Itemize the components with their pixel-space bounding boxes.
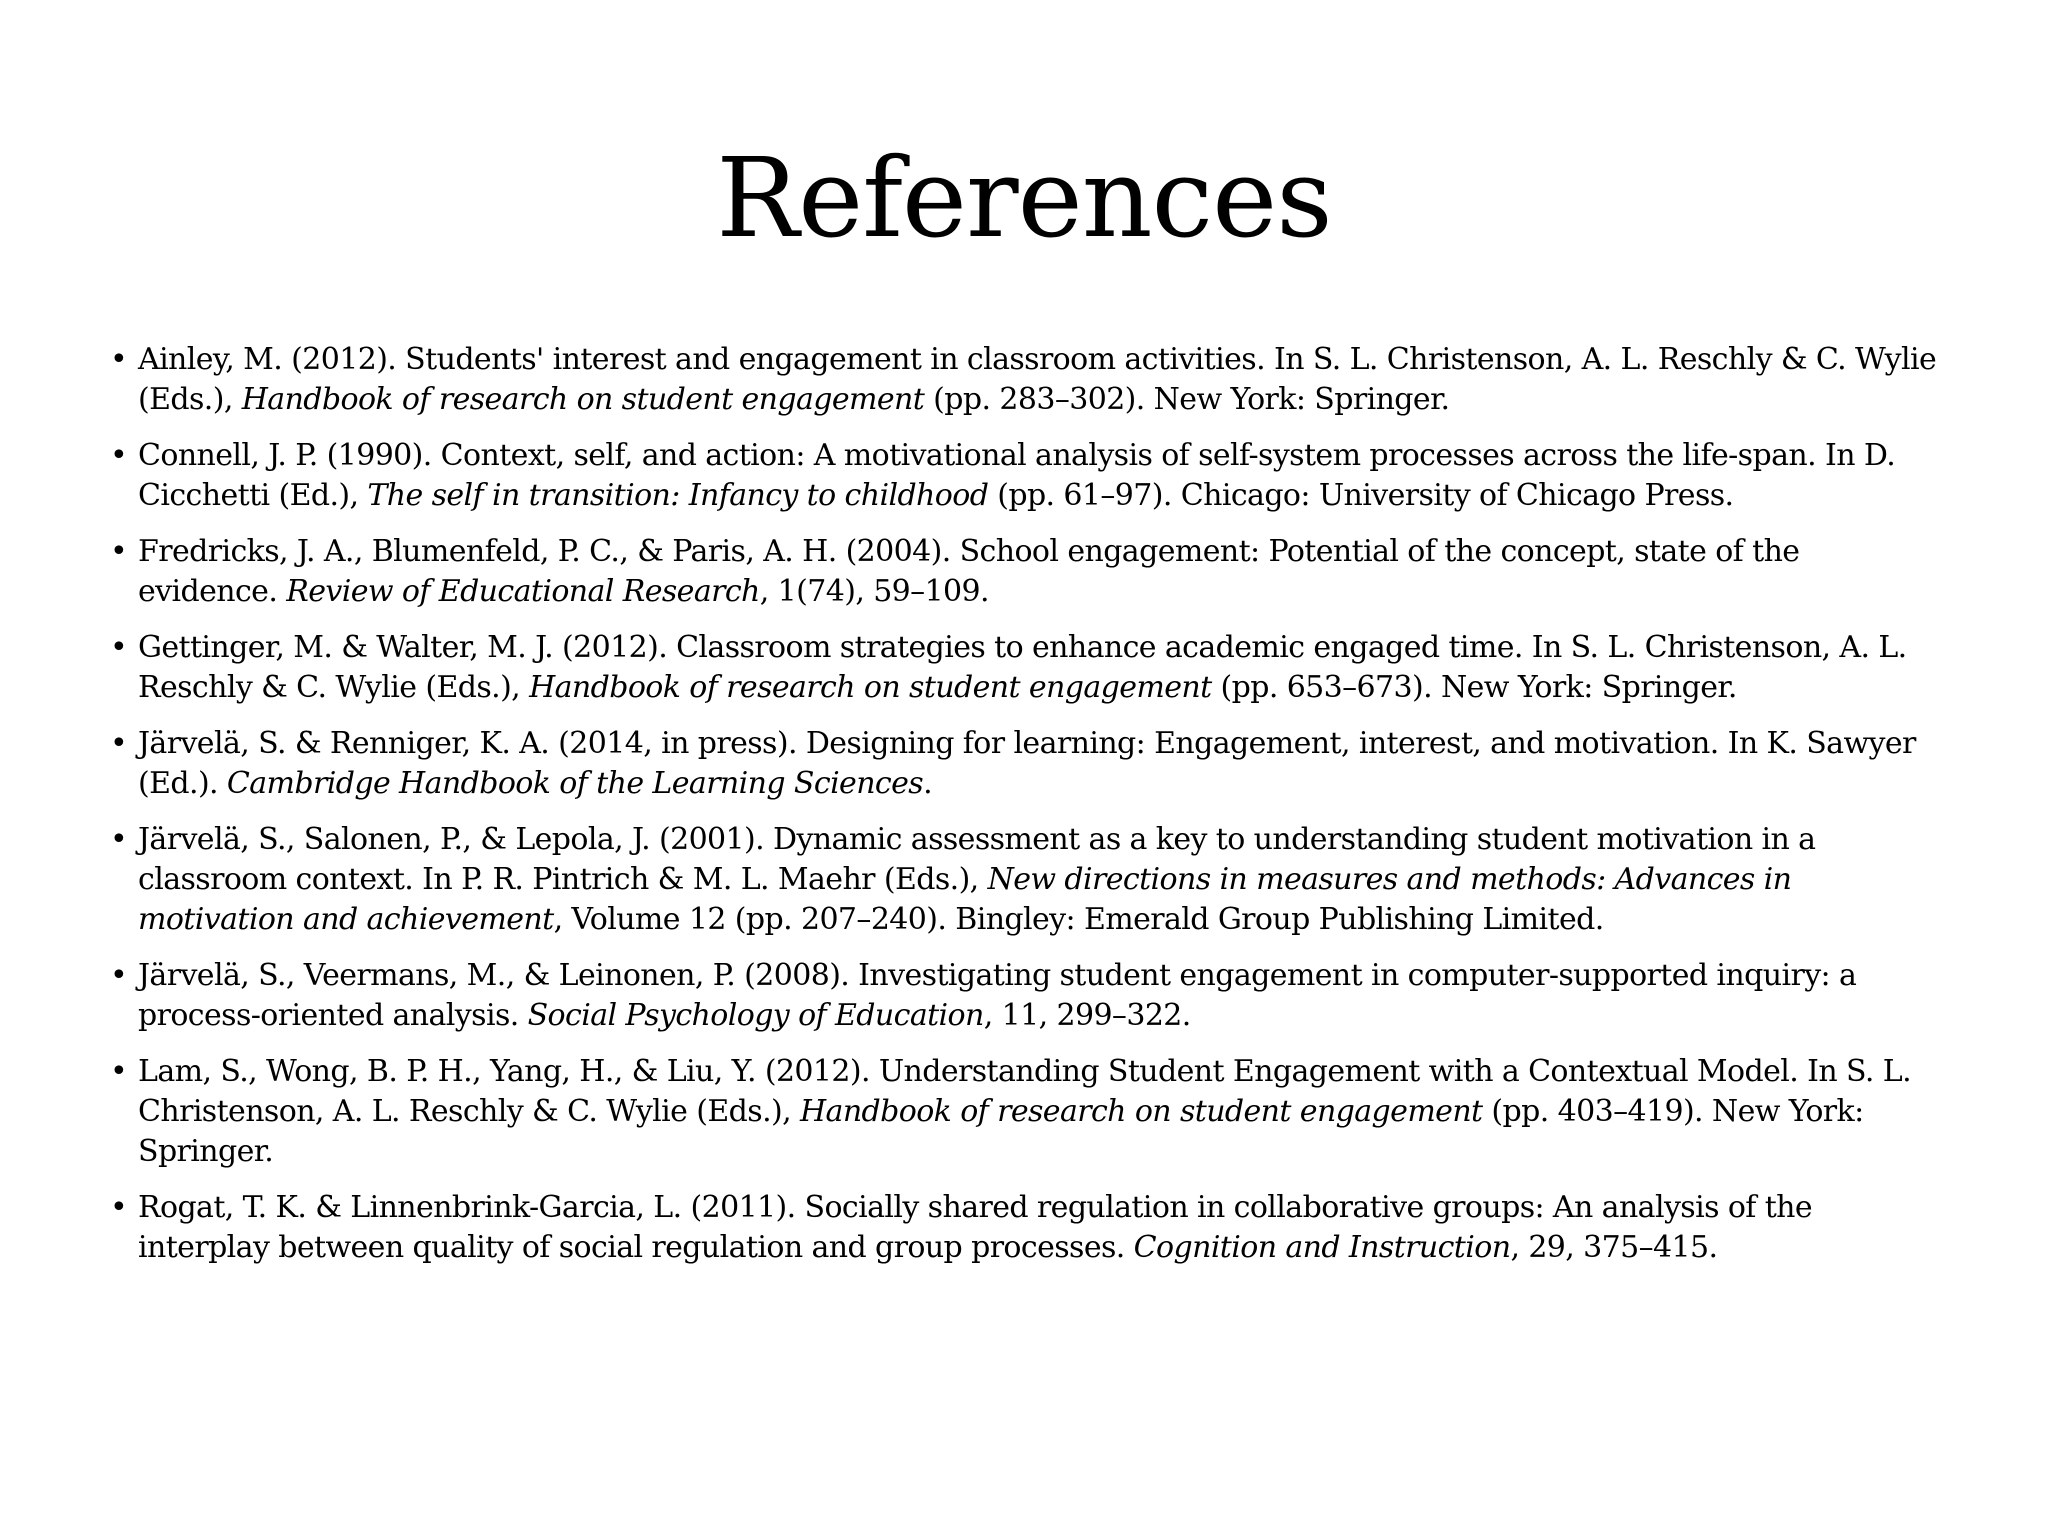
reference-text bbox=[138, 1054, 1911, 1169]
reference-text bbox=[138, 534, 1799, 609]
reference-source: Handbook of research on student engagement bbox=[241, 382, 925, 417]
bullet-icon: • bbox=[110, 342, 128, 377]
reference-details: , 1(74), 59–109. bbox=[759, 574, 989, 609]
reference-list bbox=[110, 340, 1940, 1284]
reference-details: (pp. 283–302). New York: Springer. bbox=[924, 382, 1450, 417]
bullet-icon: • bbox=[110, 958, 128, 993]
reference-details: (pp. 403–419). New York: Springer. bbox=[138, 1094, 1864, 1169]
reference-text bbox=[138, 342, 1936, 417]
reference-details: , Volume 12 (pp. 207–240). Bingley: Emerald Group Publishing Limited. bbox=[553, 902, 1604, 937]
reference-source: Handbook of research on student engagement bbox=[529, 670, 1212, 705]
reference-text bbox=[138, 630, 1907, 705]
bullet-icon: • bbox=[110, 534, 128, 569]
reference-source: Cambridge Handbook of the Learning Sciences bbox=[226, 766, 924, 801]
reference-details: , 29, 375–415. bbox=[1510, 1230, 1718, 1265]
reference-text bbox=[138, 438, 1895, 513]
reference-source: The self in transition: Infancy to childhood bbox=[367, 478, 989, 513]
reference-item bbox=[110, 532, 1940, 612]
reference-text bbox=[138, 1190, 1812, 1265]
reference-authors-title: Gettinger, M. & Walter, M. J. (2012). Classroom strategies to enhance academic engaged time. In S. L. Christenson, A. L. Reschly & C. Wylie (Eds.), bbox=[138, 630, 1907, 705]
reference-source: Review of Educational Research bbox=[286, 574, 760, 609]
reference-text bbox=[138, 822, 1815, 937]
reference-authors-title: Lam, S., Wong, B. P. H., Yang, H., & Liu, Y. (2012). Understanding Student Engagement with a Contextual Model. In S. L. Christenson, A. L. Reschly & C. Wylie (Eds.), bbox=[138, 1054, 1912, 1129]
bullet-icon: • bbox=[110, 630, 128, 665]
reference-details: (pp. 61–97). Chicago: University of Chicago Press. bbox=[988, 478, 1734, 513]
reference-item bbox=[110, 340, 1940, 420]
reference-authors-title: Järvelä, S. & Renniger, K. A. (2014, in press). Designing for learning: Engagement, interest, and motivation. In K. Sawyer (Ed.). bbox=[138, 726, 1916, 801]
page-title: References bbox=[716, 134, 1332, 262]
reference-item bbox=[110, 628, 1940, 708]
bullet-icon: • bbox=[110, 1190, 128, 1225]
reference-item bbox=[110, 724, 1940, 804]
reference-authors-title: Järvelä, S., Veermans, M., & Leinonen, P. (2008). Investigating student engagement in computer-supported inquiry: a process-oriented analysis. bbox=[138, 958, 1857, 1033]
reference-source: Cognition and Instruction bbox=[1133, 1230, 1511, 1265]
reference-details: , 11, 299–322. bbox=[983, 998, 1191, 1033]
bullet-icon: • bbox=[110, 822, 128, 857]
reference-item bbox=[110, 820, 1940, 940]
reference-authors-title: Rogat, T. K. & Linnenbrink-Garcia, L. (2011). Socially shared regulation in collaborative groups: An analysis of the interplay between quality of social regulation and group processes. bbox=[138, 1190, 1813, 1265]
reference-item bbox=[110, 956, 1940, 1036]
bullet-icon: • bbox=[110, 438, 128, 473]
reference-source: New directions in measures and methods: Advances in motivation and achievement bbox=[138, 862, 1792, 937]
reference-authors-title: Ainley, M. (2012). Students' interest and engagement in classroom activities. In S. L. Christenson, A. L. Reschly & C. Wylie (Eds.), bbox=[138, 342, 1937, 417]
reference-item bbox=[110, 1188, 1940, 1268]
reference-details: . bbox=[923, 766, 933, 801]
reference-source: Handbook of research on student engagement bbox=[799, 1094, 1483, 1129]
reference-details: (pp. 653–673). New York: Springer. bbox=[1211, 670, 1737, 705]
bullet-icon: • bbox=[110, 726, 128, 761]
reference-source: Social Psychology of Education bbox=[527, 998, 984, 1033]
reference-text bbox=[138, 726, 1916, 801]
reference-item bbox=[110, 1052, 1940, 1172]
reference-authors-title: Järvelä, S., Salonen, P., & Lepola, J. (2001). Dynamic assessment as a key to understanding student motivation in a classroom context. In P. R. Pintrich & M. L. Maehr (Eds.), bbox=[138, 822, 1816, 897]
bullet-icon: • bbox=[110, 1054, 128, 1089]
reference-item bbox=[110, 436, 1940, 516]
reference-authors-title: Fredricks, J. A., Blumenfeld, P. C., & Paris, A. H. (2004). School engagement: Potential of the concept, state of the evidence. bbox=[138, 534, 1800, 609]
reference-authors-title: Connell, J. P. (1990). Context, self, and action: A motivational analysis of self-system processes across the life-span. In D. Cicchetti (Ed.), bbox=[138, 438, 1896, 513]
reference-text bbox=[138, 958, 1856, 1033]
